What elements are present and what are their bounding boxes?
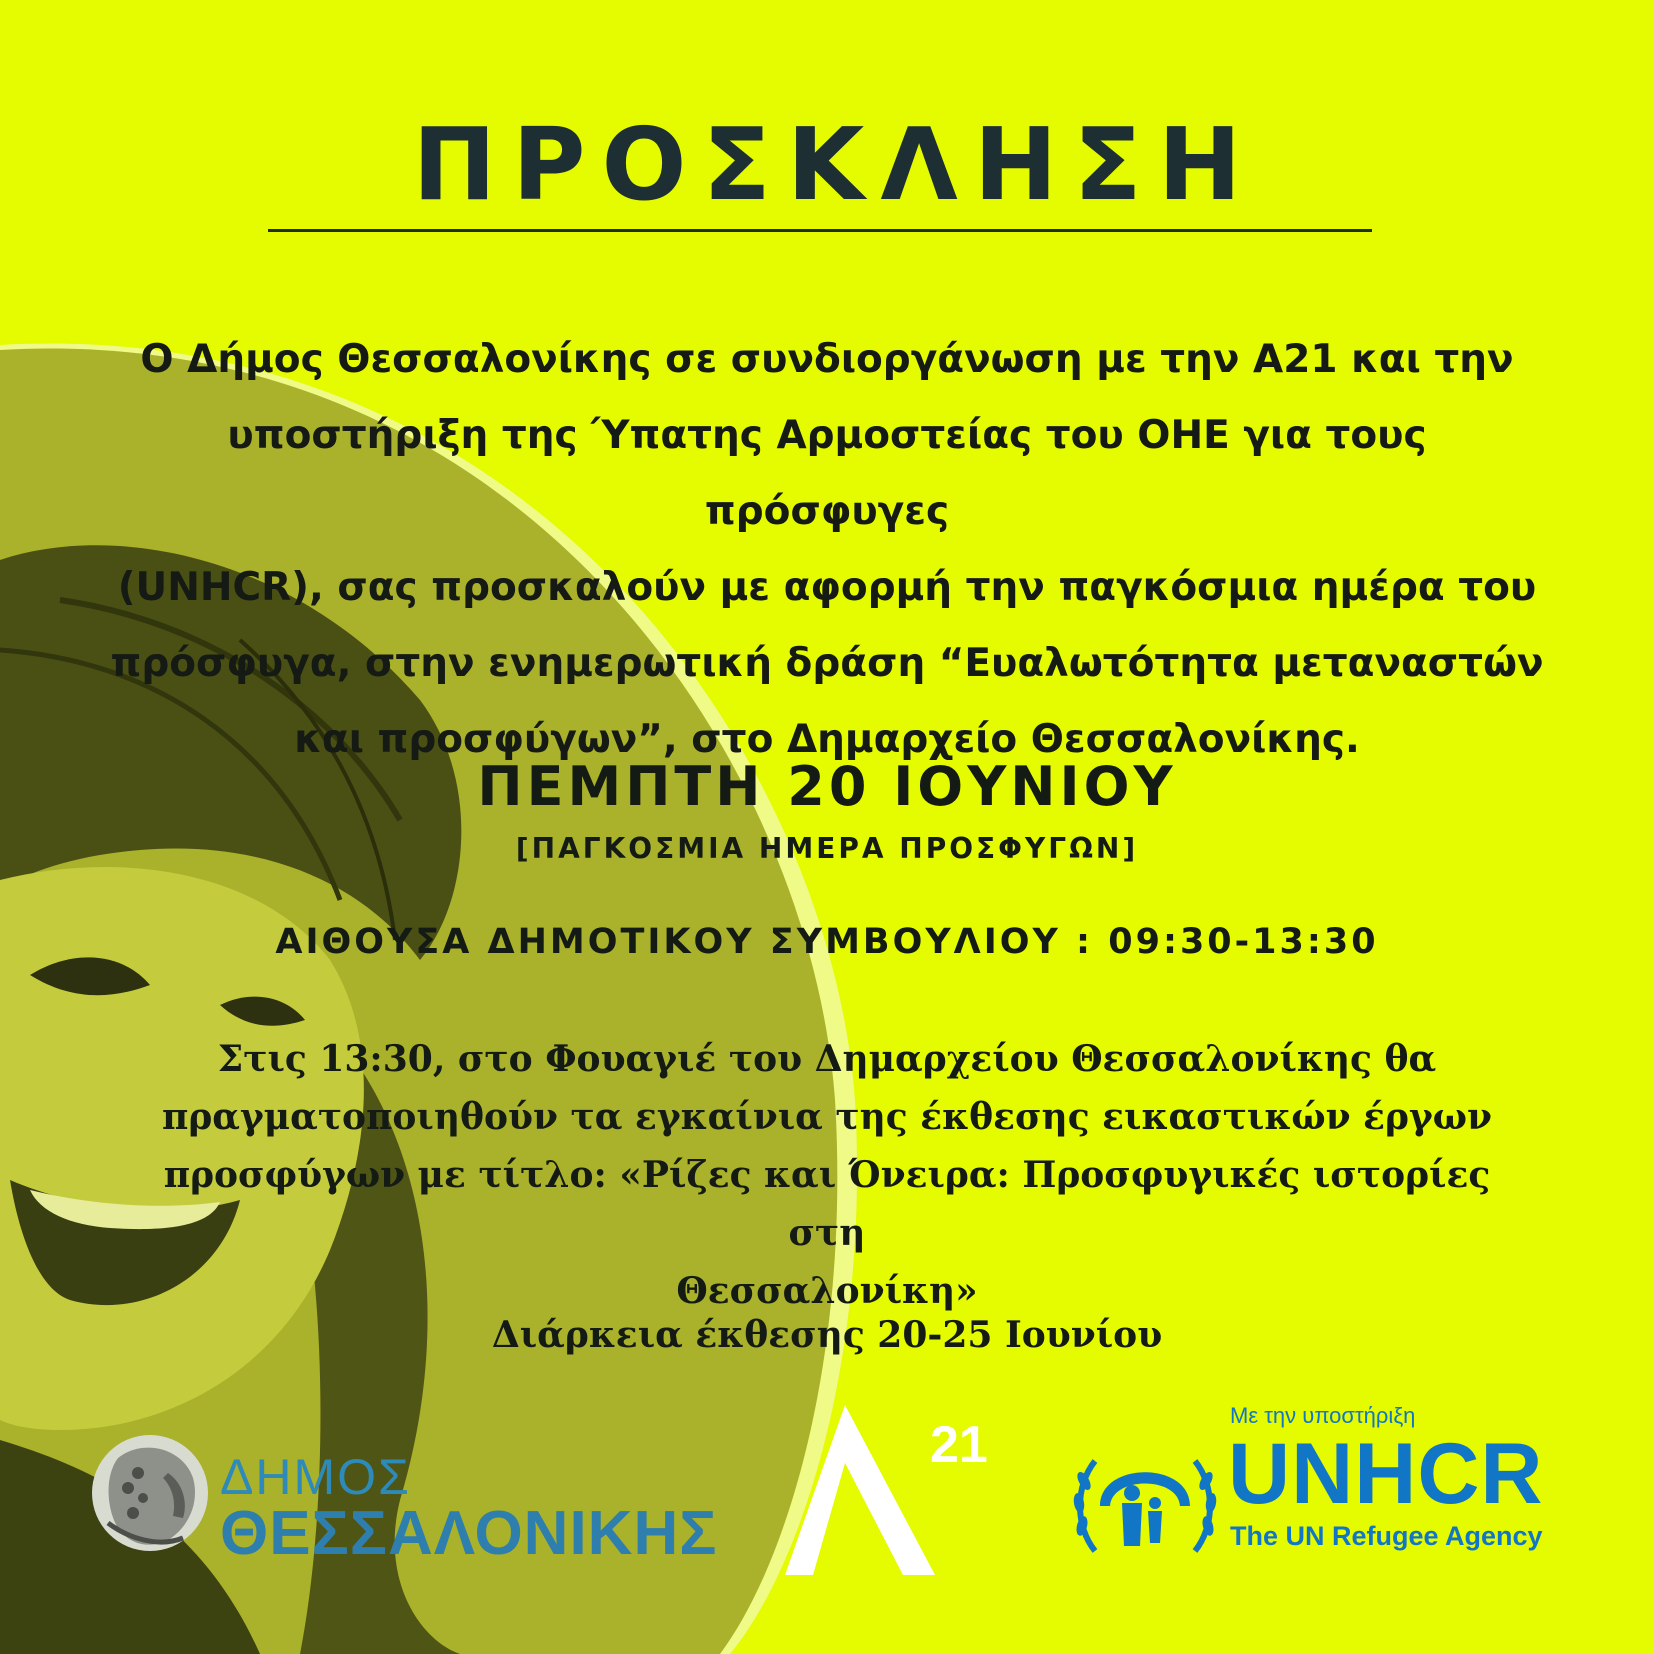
dimos-thessalonikis-logo <box>88 1428 718 1568</box>
exhibition-duration: Διάρκεια έκθεσης 20-25 Ιουνίου <box>491 1314 1163 1356</box>
unhcr-logo <box>1070 1403 1590 1588</box>
a21-logo <box>785 1405 1000 1575</box>
intro-line: (UNHCR), σας προσκαλούν με αφορμή την παγκόσμια ημέρα του <box>117 565 1537 610</box>
intro-line: πρόσφυγα, στην ενημερωτική δράση “Ευαλωτότητα μεταναστών <box>110 641 1544 686</box>
a21-number: 21 <box>930 1416 988 1474</box>
unhcr-support-label: Με την υποστήριξη <box>1230 1403 1416 1428</box>
dimos-label: ΔΗΜΟΣ <box>220 1449 411 1505</box>
event-date-subtitle: [ΠΑΓΚΟΣΜΙΑ ΗΜΕΡΑ ΠΡΟΣΦΥΓΩΝ] <box>515 832 1139 865</box>
event-date: ΠΕΜΠΤΗ 20 ΙΟΥΝΙΟΥ <box>477 755 1177 818</box>
opening-line: Στις 13:30, στο Φουαγιέ του Δημαρχείου Θεσσαλονίκης θα <box>217 1038 1437 1080</box>
unhcr-tagline: The UN Refugee Agency <box>1230 1521 1543 1551</box>
unhcr-name: UNHCR <box>1228 1426 1544 1522</box>
alexander-head-icon <box>88 1428 213 1558</box>
thessalonikis-label: ΘΕΣΣΑΛΟΝΙΚΗΣ <box>220 1499 718 1568</box>
intro-paragraph <box>100 322 1554 778</box>
opening-line: πραγματοποιηθούν τα εγκαίνια της έκθεσης εικαστικών έργων <box>162 1096 1492 1138</box>
opening-line: Θεσσαλονίκη» <box>676 1270 978 1312</box>
intro-line: Ο Δήμος Θεσσαλονίκης σε συνδιοργάνωση με την Α21 και την <box>140 337 1514 382</box>
intro-line: και προσφύγων”, στο Δημαρχείο Θεσσαλονίκης. <box>294 717 1360 762</box>
exhibition-opening-paragraph <box>150 1030 1504 1320</box>
intro-line: υποστήριξη της Ύπατης Αρμοστείας του ΟΗΕ για τους πρόσφυγες <box>227 413 1427 534</box>
invitation-title: ΠΡΟΣΚΛΗΣΗ <box>412 106 1258 223</box>
opening-line: προσφύγων με τίτλο: «Ρίζες και Όνειρα: Προσφυγικές ιστορίες στη <box>163 1154 1491 1254</box>
event-venue: ΑΙΘΟΥΣΑ ΔΗΜΟΤΙΚΟΥ ΣΥΜΒΟΥΛΙΟΥ : 09:30-13:30 <box>275 922 1379 962</box>
title-underline <box>268 229 1372 232</box>
unhcr-emblem-icon <box>1070 1431 1220 1571</box>
